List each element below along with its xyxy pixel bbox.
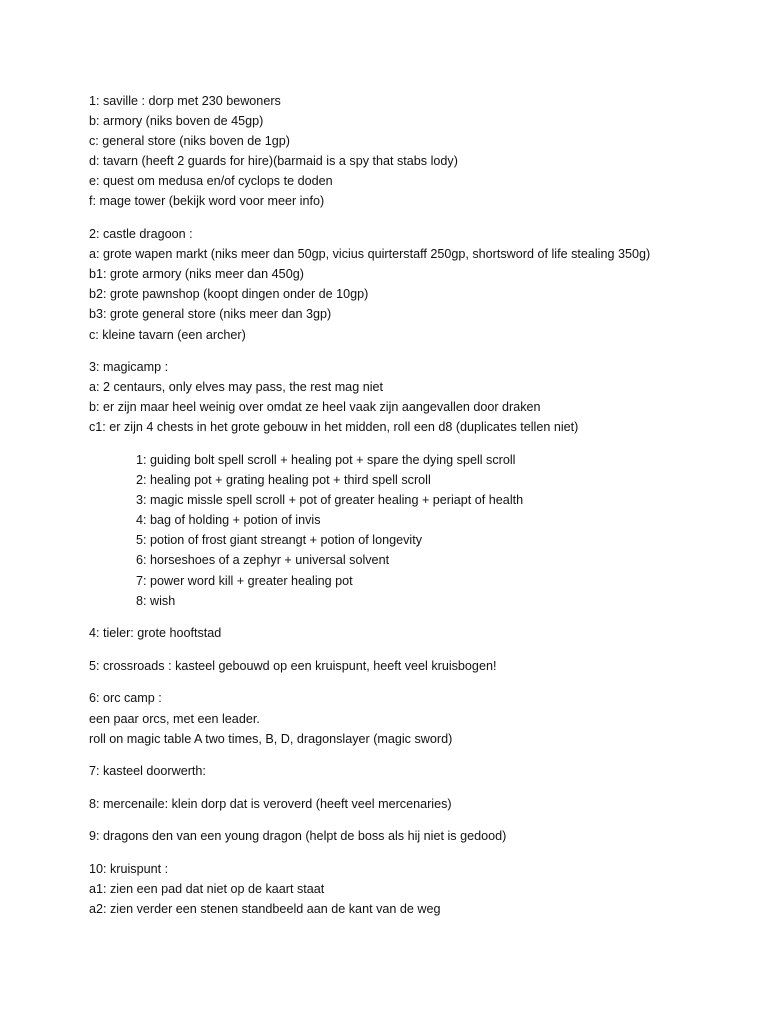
text-line: c: kleine tavarn (een archer)	[89, 327, 246, 342]
chest-roll-list	[136, 450, 749, 611]
list-item: 8: wish	[136, 593, 176, 608]
text-line: a: 2 centaurs, only elves may pass, the rest mag niet	[89, 380, 383, 395]
list-item: 7: power word kill + greater healing pot	[136, 573, 353, 588]
section-saville	[89, 91, 749, 212]
text-line: a1: zien een pad dat niet op de kaart staat	[89, 882, 325, 897]
section-heading: 1: saville : dorp met 230 bewoners	[89, 94, 281, 108]
section-heading: 7: kasteel doorwerth:	[89, 764, 206, 779]
text-line: a: grote wapen markt (niks meer dan 50gp, vicius quirterstaff 250gp, shortsword of life stealing 350g)	[89, 247, 651, 262]
text-line: e: quest om medusa en/of cyclops te doden	[89, 174, 333, 189]
text-line: b: er zijn maar heel weinig over omdat ze heel vaak zijn aangevallen door draken	[89, 400, 541, 415]
section-orc-camp	[89, 688, 749, 748]
section-heading: 10: kruispunt :	[89, 862, 169, 876]
text-line: b1: grote armory (niks meer dan 450g)	[89, 267, 304, 282]
section-heading: 8: mercenaile: klein dorp dat is veroverd (heeft veel mercenaries)	[89, 796, 452, 811]
section-magicamp	[89, 357, 749, 611]
list-item: 5: potion of frost giant streangt + potion of longevity	[136, 533, 422, 548]
text-line: roll on magic table A two times, B, D, dragonslayer (magic sword)	[89, 731, 453, 746]
section-crossroads	[89, 656, 749, 676]
section-kruispunt	[89, 859, 749, 919]
section-tieler	[89, 623, 749, 643]
document-body	[89, 91, 749, 932]
text-line: f: mage tower (bekijk word voor meer info)	[89, 194, 325, 209]
section-heading: 6: orc camp :	[89, 691, 162, 706]
list-item: 4: bag of holding + potion of invis	[136, 513, 321, 528]
text-line: b3: grote general store (niks meer dan 3gp)	[89, 307, 332, 322]
text-line: b: armory (niks boven de 45gp)	[89, 114, 264, 129]
list-item: 1: guiding bolt spell scroll + healing pot + spare the dying spell scroll	[136, 453, 516, 467]
text-line: c: general store (niks boven de 1gp)	[89, 134, 290, 149]
text-line: b2: grote pawnshop (koopt dingen onder de 10gp)	[89, 287, 369, 302]
section-castle-dragoon	[89, 224, 749, 345]
list-item: 2: healing pot + grating healing pot + third spell scroll	[136, 473, 431, 488]
section-kasteel-doorwerth	[89, 761, 749, 781]
list-item: 3: magic missle spell scroll + pot of greater healing + periapt of health	[136, 493, 524, 508]
text-line: d: tavarn (heeft 2 guards for hire)(barmaid is a spy that stabs lody)	[89, 154, 458, 169]
section-heading: 4: tieler: grote hooftstad	[89, 626, 222, 641]
section-dragons-den	[89, 826, 749, 846]
section-heading: 3: magicamp :	[89, 360, 169, 375]
section-heading: 2: castle dragoon :	[89, 227, 193, 242]
text-line: een paar orcs, met een leader.	[89, 711, 260, 726]
section-mercenaile	[89, 794, 749, 814]
text-line: a2: zien verder een stenen standbeeld aan de kant van de weg	[89, 902, 441, 917]
text-line: c1: er zijn 4 chests in het grote gebouw in het midden, roll een d8 (duplicates tellen niet)	[89, 420, 579, 435]
section-heading: 9: dragons den van een young dragon (helpt de boss als hij niet is gedood)	[89, 829, 507, 844]
list-item: 6: horseshoes of a zephyr + universal solvent	[136, 553, 390, 568]
section-heading: 5: crossroads : kasteel gebouwd op een kruispunt, heeft veel kruisbogen!	[89, 658, 497, 673]
